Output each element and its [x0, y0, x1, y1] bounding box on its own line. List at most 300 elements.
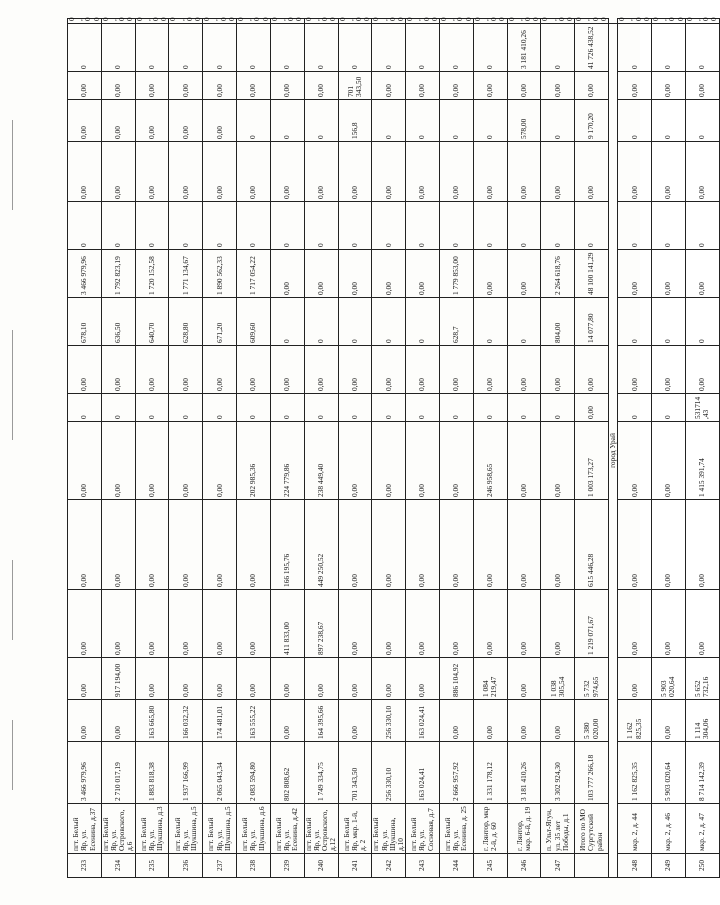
value-cell: 0,00	[101, 142, 135, 202]
value-cell: 1 792 823,19	[101, 250, 135, 298]
value-cell: 701 343,50	[338, 72, 372, 100]
value-cell: 0	[372, 298, 406, 346]
scan-crease-mark	[12, 120, 13, 210]
value-cell: 615 446,28	[575, 500, 609, 590]
value-cell: 628,80	[169, 298, 203, 346]
value-cell: 0	[338, 298, 372, 346]
value-cell: 1 717 054,22	[237, 250, 271, 298]
address-cell: п. Ульт-Ягун, ул. 35 лет Победы, д.1	[541, 804, 575, 854]
value-cell: 0,00	[68, 72, 102, 100]
value-cell: 0,00	[68, 19, 102, 24]
value-cell: 0,00	[618, 590, 652, 658]
scan-crease-mark	[12, 560, 13, 640]
value-cell: 0	[575, 202, 609, 250]
value-cell: 224 779,86	[270, 422, 304, 500]
value-cell: 897 238,67	[304, 590, 338, 658]
value-cell: 0,00	[338, 346, 372, 394]
value-cell: 48 100 141,29	[575, 250, 609, 298]
value-cell: 5 652 732,16	[685, 658, 719, 700]
address-cell: Итого по МО Сургутский район	[575, 804, 609, 854]
value-cell: 0,00	[372, 500, 406, 590]
value-cell: 411 833,00	[270, 590, 304, 658]
value-cell: 1 331 178,12	[473, 742, 507, 804]
value-cell: 0,00	[304, 72, 338, 100]
value-cell: 0	[169, 394, 203, 422]
value-cell: 1 415 391,74	[685, 422, 719, 500]
value-cell: 0,00	[439, 700, 473, 742]
value-cell: 0,00	[203, 142, 237, 202]
value-cell: 0	[270, 298, 304, 346]
value-cell: 0,00	[618, 19, 652, 24]
row-number-cell: 237	[203, 854, 237, 878]
value-cell: 0,00	[372, 72, 406, 100]
value-cell: 0,00	[473, 500, 507, 590]
row-number-cell: 249	[652, 854, 686, 878]
value-cell: 531714,43	[685, 394, 719, 422]
address-cell: г. Лянтор, мкр 2-й, д. 60	[473, 804, 507, 854]
address-cell: г. Лянтор, мкр. 6-й, д. 19	[507, 804, 541, 854]
value-cell: 0,00	[473, 250, 507, 298]
value-cell: 0	[68, 24, 102, 72]
value-cell: 0,00	[203, 590, 237, 658]
value-cell: 0	[439, 394, 473, 422]
value-cell: 0,00	[439, 142, 473, 202]
value-cell: 804,00	[541, 298, 575, 346]
value-cell: 0,00	[304, 142, 338, 202]
table-row	[372, 19, 406, 878]
value-cell: 1 771 134,67	[169, 250, 203, 298]
value-cell: 628,7	[439, 298, 473, 346]
value-cell: 0,00	[338, 500, 372, 590]
value-cell: 0,00	[618, 72, 652, 100]
value-cell: 0,00	[685, 72, 719, 100]
value-cell: 0,00	[135, 346, 169, 394]
value-cell: 0	[203, 24, 237, 72]
value-cell: 0	[135, 394, 169, 422]
value-cell: 0	[473, 298, 507, 346]
value-cell: 0	[338, 24, 372, 72]
value-cell: 0	[237, 394, 271, 422]
value-cell: 0	[304, 24, 338, 72]
value-cell: 0	[618, 394, 652, 422]
value-cell: 3 181 410,26	[507, 24, 541, 72]
value-cell: 0	[541, 24, 575, 72]
address-cell: пгт. Белый Яр, ул. Шукшина, д.6	[237, 804, 271, 854]
row-number-cell: 239	[270, 854, 304, 878]
value-cell: 163 665,80	[135, 700, 169, 742]
value-cell: 0,00	[270, 346, 304, 394]
value-cell: 0	[406, 100, 440, 142]
table-row	[270, 19, 304, 878]
value-cell: 0,00	[169, 346, 203, 394]
value-cell: 802 808,62	[270, 742, 304, 804]
value-cell: 0,00	[237, 590, 271, 658]
value-cell: 0	[439, 100, 473, 142]
value-cell: 0,00	[135, 658, 169, 700]
value-cell: 0,00	[203, 658, 237, 700]
value-cell: 0,00	[203, 100, 237, 142]
value-cell: 0,00	[135, 19, 169, 24]
value-cell: 0,00	[685, 19, 719, 24]
value-cell: 0,00	[507, 142, 541, 202]
value-cell: 0,00	[169, 590, 203, 658]
table-row	[473, 19, 507, 878]
value-cell: 0	[270, 100, 304, 142]
value-cell: 0	[372, 100, 406, 142]
value-cell: 1 937 166,99	[169, 742, 203, 804]
value-cell: 0,00	[652, 250, 686, 298]
value-cell: 0,00	[507, 422, 541, 500]
value-cell: 0,00	[237, 346, 271, 394]
value-cell: 1 779 853,00	[439, 250, 473, 298]
address-cell: пгт. Белый Яр, ул. Сосновая, д.7	[406, 804, 440, 854]
value-cell: 0,00	[575, 394, 609, 422]
value-cell: 0	[473, 202, 507, 250]
value-cell: 0,00	[203, 72, 237, 100]
value-cell: 0,00	[685, 142, 719, 202]
value-cell: 0,00	[652, 500, 686, 590]
value-cell: 0,00	[575, 142, 609, 202]
value-cell: 0,00	[237, 500, 271, 590]
value-cell: 0,00	[473, 19, 507, 24]
address-cell: пгт. Белый Яр, ул. Шукшина, д.5	[169, 804, 203, 854]
housing-program-table	[67, 18, 720, 878]
value-cell: 0,00	[101, 346, 135, 394]
table-row	[406, 19, 440, 878]
table-row	[541, 19, 575, 878]
value-cell: 0,00	[473, 590, 507, 658]
value-cell: 174 481,01	[203, 700, 237, 742]
value-cell: 0	[406, 202, 440, 250]
value-cell: 449 250,52	[304, 500, 338, 590]
value-cell: 238 449,40	[304, 422, 338, 500]
value-cell: 0,00	[68, 658, 102, 700]
value-cell: 0,00	[618, 500, 652, 590]
value-cell: 0,00	[652, 590, 686, 658]
value-cell: 0,00	[406, 500, 440, 590]
value-cell: 0,00	[68, 700, 102, 742]
value-cell: 166 032,32	[169, 700, 203, 742]
value-cell: 0	[68, 394, 102, 422]
value-cell: 0	[135, 24, 169, 72]
value-cell: 578,00	[507, 100, 541, 142]
value-cell: 0,00	[169, 19, 203, 24]
value-cell: 0,00	[304, 250, 338, 298]
row-number-cell: 235	[135, 854, 169, 878]
value-cell: 0,00	[406, 658, 440, 700]
value-cell: 0,00	[169, 658, 203, 700]
value-cell: 9 170,20	[575, 100, 609, 142]
value-cell: 0,00	[169, 422, 203, 500]
value-cell: 0	[473, 394, 507, 422]
value-cell: 0,00	[338, 658, 372, 700]
value-cell: 0,00	[618, 658, 652, 700]
value-cell: 886 104,92	[439, 658, 473, 700]
value-cell: 0	[541, 100, 575, 142]
value-cell: 0,00	[575, 346, 609, 394]
value-cell: 0,00	[507, 250, 541, 298]
value-cell: 0,00	[135, 422, 169, 500]
value-cell: 166 195,76	[270, 500, 304, 590]
value-cell: 0,00	[237, 72, 271, 100]
value-cell: 0,00	[541, 142, 575, 202]
summary-row	[609, 19, 618, 878]
row-number-cell: 250	[685, 854, 719, 878]
value-cell: 0	[473, 24, 507, 72]
value-cell: 0,00	[439, 500, 473, 590]
value-cell: 0,00	[507, 590, 541, 658]
value-cell: 0,00	[618, 422, 652, 500]
value-cell: 1 084 219,47	[473, 658, 507, 700]
value-cell: 0,00	[203, 346, 237, 394]
value-cell: 0	[406, 24, 440, 72]
value-cell: 0,00	[372, 422, 406, 500]
value-cell: 0,00	[237, 19, 271, 24]
value-cell: 0,00	[685, 500, 719, 590]
value-cell: 0	[652, 24, 686, 72]
value-cell: 0,00	[406, 250, 440, 298]
value-cell: 14 077,80	[575, 298, 609, 346]
value-cell: 0,00	[439, 19, 473, 24]
value-cell: 0,00	[507, 346, 541, 394]
value-cell: 0	[237, 202, 271, 250]
value-cell: 0,00	[618, 250, 652, 298]
value-cell: 0	[203, 394, 237, 422]
value-cell: 1 038 305,54	[541, 658, 575, 700]
value-cell: 0,00	[338, 19, 372, 24]
value-cell: 0,00	[439, 72, 473, 100]
value-cell: 0,00	[406, 19, 440, 24]
value-cell: 0,00	[685, 250, 719, 298]
value-cell: 0	[372, 394, 406, 422]
scan-crease-mark	[12, 720, 13, 790]
value-cell: 0,00	[685, 590, 719, 658]
value-cell: 0,00	[652, 72, 686, 100]
value-cell: 0	[101, 202, 135, 250]
value-cell: 5 732 974,65	[575, 658, 609, 700]
value-cell: 917 194,00	[101, 658, 135, 700]
summary-row	[575, 19, 609, 878]
value-cell: 3 181 410,26	[507, 742, 541, 804]
value-cell: 0,00	[541, 700, 575, 742]
table-row	[169, 19, 203, 878]
value-cell: 0	[237, 100, 271, 142]
value-cell: 0,00	[439, 590, 473, 658]
value-cell: 0,00	[270, 700, 304, 742]
value-cell: 8 714 142,39	[685, 742, 719, 804]
value-cell: 0,00	[101, 19, 135, 24]
row-number-cell: 244	[439, 854, 473, 878]
value-cell: 701 343,50	[338, 742, 372, 804]
row-number-cell: 241	[338, 854, 372, 878]
table-row	[101, 19, 135, 878]
value-cell: 256 330,10	[372, 742, 406, 804]
row-number-cell: 246	[507, 854, 541, 878]
value-cell: 0,00	[338, 422, 372, 500]
table-row	[135, 19, 169, 878]
table-row	[507, 19, 541, 878]
value-cell: 5 380 020,00	[575, 700, 609, 742]
table-row	[338, 19, 372, 878]
value-cell: 0	[685, 100, 719, 142]
value-cell: 0,00	[541, 590, 575, 658]
address-cell: мкр. 2, д. 46	[652, 804, 686, 854]
value-cell: 0	[304, 298, 338, 346]
value-cell: 0,00	[338, 250, 372, 298]
address-cell: пгт. Белый Яр, ул. Островского, д.12	[304, 804, 338, 854]
value-cell: 0	[406, 298, 440, 346]
value-cell: 0,00	[473, 72, 507, 100]
table-row	[304, 19, 338, 878]
value-cell: 0	[439, 202, 473, 250]
value-cell: 1 162 825,35	[618, 742, 652, 804]
value-cell: 640,70	[135, 298, 169, 346]
address-cell: пгт. Белый Яр, ул. Есенина, д.42	[270, 804, 304, 854]
value-cell: 0,00	[135, 590, 169, 658]
table-row	[685, 19, 719, 878]
address-cell: пгт. Белый Яр, ул. Есенина, д. 25	[439, 804, 473, 854]
value-cell: 0	[652, 298, 686, 346]
value-cell: 609,60	[237, 298, 271, 346]
value-cell: 0,00	[203, 19, 237, 24]
value-cell: 0,00	[101, 500, 135, 590]
value-cell: 0,00	[169, 72, 203, 100]
value-cell: 0,00	[652, 422, 686, 500]
row-number-cell: 245	[473, 854, 507, 878]
value-cell: 0	[439, 24, 473, 72]
value-cell: 0,00	[541, 422, 575, 500]
value-cell: 0,00	[135, 142, 169, 202]
value-cell: 0	[507, 202, 541, 250]
table-row	[68, 19, 102, 878]
value-cell: 0,00	[473, 346, 507, 394]
value-cell: 0,00	[101, 700, 135, 742]
table-row	[237, 19, 271, 878]
value-cell: 0,00	[169, 142, 203, 202]
value-cell: 0,00	[406, 142, 440, 202]
value-cell: 0,00	[237, 658, 271, 700]
value-cell: 0,00	[270, 19, 304, 24]
value-cell: 0,00	[372, 19, 406, 24]
value-cell: 1 890 562,33	[203, 250, 237, 298]
value-cell: 0	[652, 394, 686, 422]
value-cell: 0	[304, 394, 338, 422]
value-cell: 0	[304, 100, 338, 142]
value-cell: 0,00	[304, 346, 338, 394]
value-cell: 0	[685, 202, 719, 250]
value-cell: 156,8	[338, 100, 372, 142]
value-cell: 1 749 334,75	[304, 742, 338, 804]
value-cell: 2 083 594,80	[237, 742, 271, 804]
value-cell: 0,00	[406, 346, 440, 394]
value-cell: 2 264 618,76	[541, 250, 575, 298]
value-cell: 0	[338, 202, 372, 250]
value-cell: 0,00	[507, 500, 541, 590]
value-cell: 0,00	[541, 500, 575, 590]
value-cell: 0,00	[169, 500, 203, 590]
value-cell: 0,00	[169, 100, 203, 142]
value-cell: 0,00	[101, 422, 135, 500]
value-cell: 0,00	[372, 658, 406, 700]
value-cell: 2 666 957,92	[439, 742, 473, 804]
value-cell: 1 114 304,06	[685, 700, 719, 742]
value-cell: 0	[618, 202, 652, 250]
value-cell: 5 903 020,64	[652, 742, 686, 804]
value-cell: 0	[541, 394, 575, 422]
address-cell: пгт. Белый Яр, мкр. 1-й, д. 2	[338, 804, 372, 854]
value-cell: 0	[652, 100, 686, 142]
value-cell: 0,00	[372, 250, 406, 298]
value-cell: 163 555,22	[237, 700, 271, 742]
value-cell: 0,00	[270, 658, 304, 700]
value-cell: 0,00	[270, 250, 304, 298]
value-cell: 0,00	[304, 19, 338, 24]
address-cell: пгт. Белый Яр, ул. Шукшина, д.3	[135, 804, 169, 854]
value-cell: 1 003 173,27	[575, 422, 609, 500]
value-cell: 41 726 438,52	[575, 24, 609, 72]
value-cell: 3 302 924,30	[541, 742, 575, 804]
value-cell: 0	[270, 394, 304, 422]
value-cell: 0	[304, 202, 338, 250]
value-cell: 0,00	[101, 590, 135, 658]
value-cell: 0	[169, 24, 203, 72]
value-cell: 0,00	[473, 700, 507, 742]
value-cell: 256 330,10	[372, 700, 406, 742]
value-cell: 0,00	[68, 100, 102, 142]
address-cell: город Урай	[609, 24, 618, 878]
value-cell: 0,00	[575, 72, 609, 100]
value-cell: 0,00	[270, 142, 304, 202]
address-cell: пгт. Белый Яр, ул. Островского, д.6	[101, 804, 135, 854]
value-cell: 0,00	[652, 700, 686, 742]
value-cell: 0,00	[541, 19, 575, 24]
table-row	[652, 19, 686, 878]
value-cell: 0	[203, 202, 237, 250]
value-cell: 0,00	[507, 658, 541, 700]
value-cell: 0,00	[68, 422, 102, 500]
value-cell: 0,00	[203, 500, 237, 590]
table-row	[618, 19, 652, 878]
value-cell: 0	[473, 100, 507, 142]
value-cell: 0,00	[439, 422, 473, 500]
value-cell: 0	[618, 100, 652, 142]
row-number-cell: 242	[372, 854, 406, 878]
row-number-cell: 234	[101, 854, 135, 878]
value-cell: 0	[507, 298, 541, 346]
value-cell: 0,00	[135, 100, 169, 142]
value-cell: 0,00	[618, 142, 652, 202]
row-number-cell	[575, 854, 609, 878]
address-cell: мкр. 2, д. 47	[685, 804, 719, 854]
value-cell: 0	[338, 394, 372, 422]
value-cell: 0,00	[372, 142, 406, 202]
value-cell: 0	[372, 24, 406, 72]
value-cell: 0	[652, 202, 686, 250]
value-cell: 0	[541, 202, 575, 250]
value-cell: 0,00	[338, 590, 372, 658]
value-cell: 3 466 979,96	[68, 250, 102, 298]
row-number-cell: 247	[541, 854, 575, 878]
address-cell: пгт. Белый Яр, ул. Шукшина, д.5	[203, 804, 237, 854]
value-cell: 2 710 017,19	[101, 742, 135, 804]
value-cell: 0,00	[68, 590, 102, 658]
value-cell: 0	[618, 24, 652, 72]
value-cell: 0,00	[507, 19, 541, 24]
value-cell: 2 065 043,34	[203, 742, 237, 804]
table-row	[439, 19, 473, 878]
scan-crease-mark	[12, 330, 13, 440]
value-cell: 0,00	[68, 500, 102, 590]
